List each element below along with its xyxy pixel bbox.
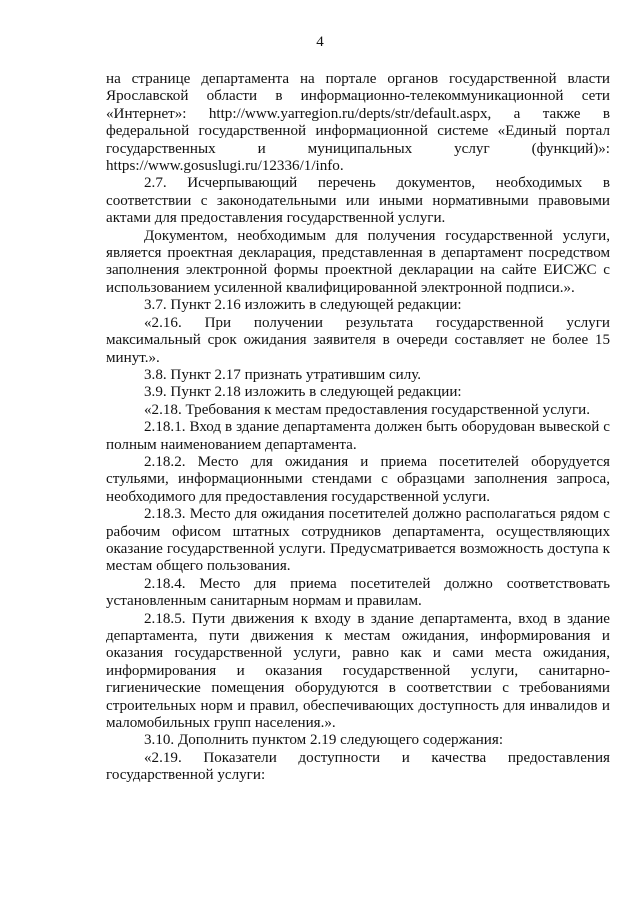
paragraph-2-16: «2.16. При получении результата государственной услуги максимальный срок ожидания заявителя в очереди составляет не более 15 минут.». bbox=[106, 314, 610, 366]
paragraph-document-declaration: Документом, необходимым для получения государственной услуги, является проектная декларация, представленная в департамент посредством заполнения электронной формы проектной декларации на сайте ЕИСЖС с использованием усиленной квалифицированной электронной подписи.». bbox=[106, 227, 610, 296]
page-number: 4 bbox=[316, 34, 324, 50]
paragraph-2-18-1: 2.18.1. Вход в здание департамента должен быть оборудован вывеской с полным наименованием департамента. bbox=[106, 419, 610, 453]
paragraph-3-7: 3.7. Пункт 2.16 изложить в следующей редакции: bbox=[144, 297, 462, 314]
paragraph-3-8: 3.8. Пункт 2.17 признать утратившим силу. bbox=[144, 366, 422, 383]
paragraph-2-18-2: 2.18.2. Место для ожидания и приема посетителей оборудуется стульями, информационными стендами с образцами заполнения запроса, необходимого для предоставления государственной услуги. bbox=[106, 453, 610, 505]
document-body bbox=[106, 71, 610, 785]
paragraph-2-18: «2.18. Требования к местам предоставления государственной услуги. bbox=[144, 401, 591, 418]
paragraph-2-18-5: 2.18.5. Пути движения к входу в здание департамента, вход в здание департамента, пути движения к местам ожидания, информирования и оказания государственной услуги, равно как и сами места ожидания, информирования и оказания государственной услуги, санитарно-гигиенические помещения оборудуются в соответствии с требованиями строительных норм и правил, обеспечивающих доступность для инвалидов и маломобильных групп населения.». bbox=[106, 610, 610, 732]
paragraph-3-10: 3.10. Дополнить пунктом 2.19 следующего содержания: bbox=[144, 732, 504, 749]
paragraph-2-18-4: 2.18.4. Место для приема посетителей должно соответствовать установленным санитарным нормам и правилам. bbox=[106, 575, 610, 610]
paragraph-continuation: на странице департамента на портале органов государственной власти Ярославской области в информационно-телекоммуникационной сети «Интернет»: http://www.yarregion.ru/depts/str/default.aspx, а также в федеральной государственной информационной системе «Единый портал государственных и муниципальных услуг (функций)»: https://www.gosuslugi.ru/12336/1/info. bbox=[106, 71, 610, 175]
paragraph-2-7: 2.7. Исчерпывающий перечень документов, необходимых в соответствии с законодательными или иными нормативными правовыми актами для предоставления государственной услуги. bbox=[106, 175, 610, 227]
paragraph-2-19: «2.19. Показатели доступности и качества предоставления государственной услуги: bbox=[106, 749, 610, 784]
paragraph-3-9: 3.9. Пункт 2.18 изложить в следующей редакции: bbox=[144, 384, 462, 401]
paragraph-2-18-3: 2.18.3. Место для ожидания посетителей должно располагаться рядом с рабочим офисом штатных сотрудников департамента, осуществляющих оказание государственной услуги. Предусматривается возможность доступа к местам общего пользования. bbox=[106, 506, 610, 575]
